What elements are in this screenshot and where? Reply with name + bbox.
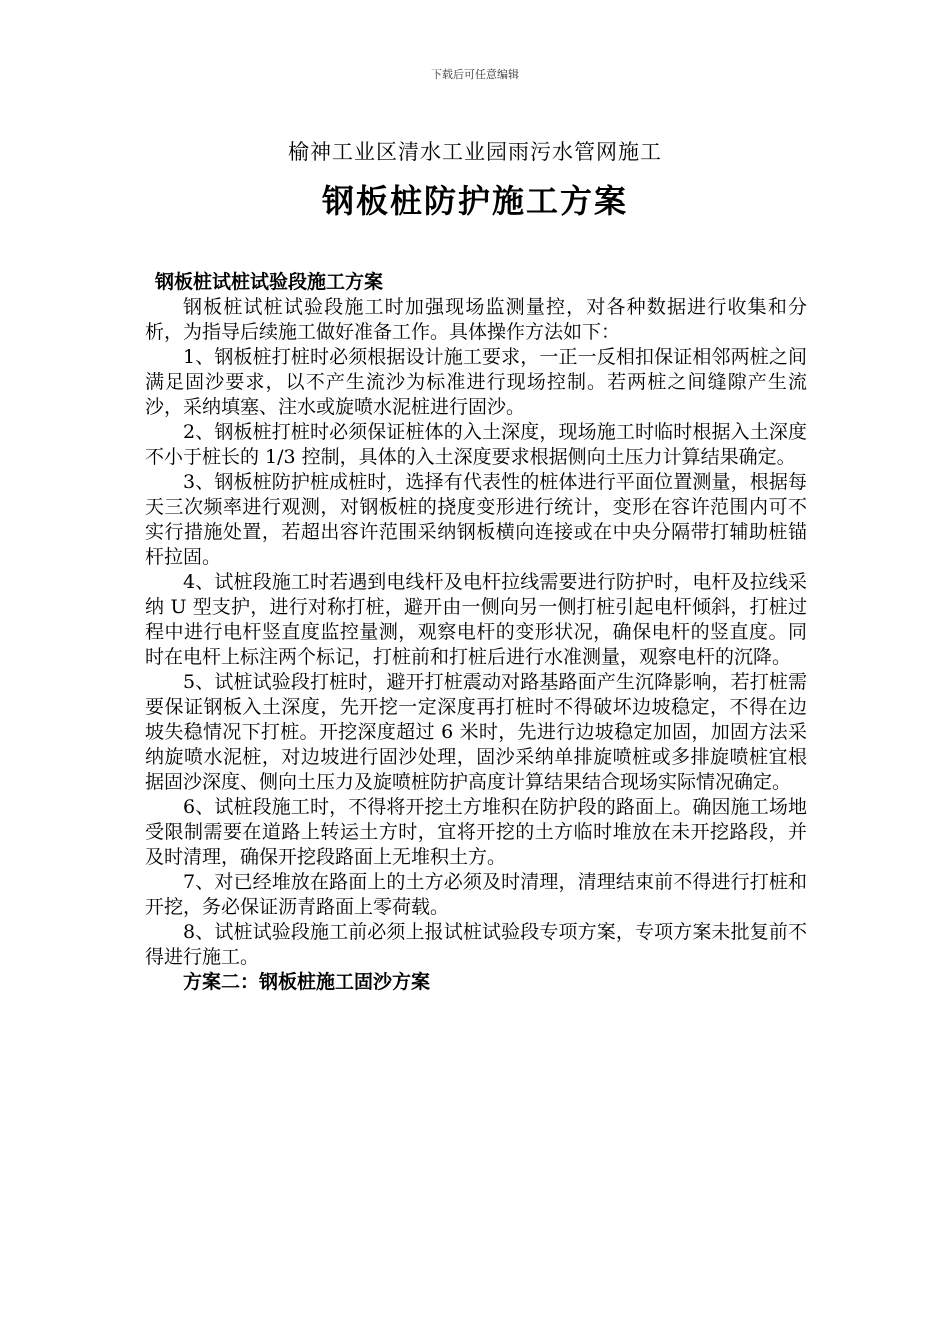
body-paragraph: 4、试桩段施工时若遇到电线杆及电杆拉线需要进行防护时，电杆及拉线采纳 U 型支护，进行对称打桩，避开由一侧向另一侧打桩引起电杆倾斜，打桩过程中进行电杆竖直度监控量测，观察电杆的变形状况，确保电杆的竖直度。同时在电杆上标注两个标记，打桩前和打桩后进行水准测量，观察电杆的沉降。 [145,571,807,668]
body-paragraph: 钢板桩试桩试验段施工时加强现场监测量控，对各种数据进行收集和分析，为指导后续施工做好准备工作。具体操作方法如下： [145,296,807,343]
body-paragraph: 8、试桩试验段施工前必须上报试桩试验段专项方案，专项方案未批复前不得进行施工。 [145,921,807,968]
body-paragraph: 6、试桩段施工时，不得将开挖土方堆积在防护段的路面上。确因施工场地受限制需要在道路上转运土方时，宜将开挖的土方临时堆放在未开挖路段，并及时清理，确保开挖段路面上无堆积土方。 [145,796,807,868]
body-paragraph: 5、试桩试验段打桩时，避开打桩震动对路基路面产生沉降影响，若打桩需要保证钢板入土深度，先开挖一定深度再打桩时不得破坏边坡稳定，不得在边坡失稳情况下打桩。开挖深度超过 6 米时，先进行边坡稳定加固，加固方法采纳旋喷水泥桩，对边坡进行固沙处理，固沙采纳单排旋喷桩或多排旋喷桩宜根据固沙深度、侧向土压力及旋喷桩防护高度计算结果结合现场实际情况确定。 [145,671,807,793]
body-paragraph: 7、对已经堆放在路面上的土方必须及时清理，清理结束前不得进行打桩和开挖，务必保证沥青路面上零荷载。 [145,871,807,918]
section-heading: 方案二：钢板桩施工固沙方案 [183,971,431,993]
document-body [145,270,807,995]
header-note: 下载后可任意编辑 [431,68,519,81]
section-heading: 钢板桩试桩试验段施工方案 [155,271,384,293]
body-paragraph: 1、钢板桩打桩时必须根据设计施工要求，一正一反相扣保证相邻两桩之间满足固沙要求，以不产生流沙为标准进行现场控制。若两桩之间缝隙产生流沙，采纳填塞、注水或旋喷水泥桩进行固沙。 [145,346,807,418]
body-paragraph: 3、钢板桩防护桩成桩时，选择有代表性的桩体进行平面位置测量，根据每天三次频率进行观测，对钢板桩的挠度变形进行统计，变形在容许范围内可不实行措施处置，若超出容许范围采纳钢板横向连接或在中央分隔带打辅助桩锚杆拉固。 [145,471,807,568]
document-title: 钢板桩防护施工方案 [321,182,628,220]
body-paragraph: 2、钢板桩打桩时必须保证桩体的入土深度，现场施工时临时根据入土深度不小于桩长的 1/3 控制，具体的入土深度要求根据侧向土压力计算结果确定。 [145,421,807,468]
document-subtitle: 榆神工业区清水工业园雨污水管网施工 [288,140,662,164]
